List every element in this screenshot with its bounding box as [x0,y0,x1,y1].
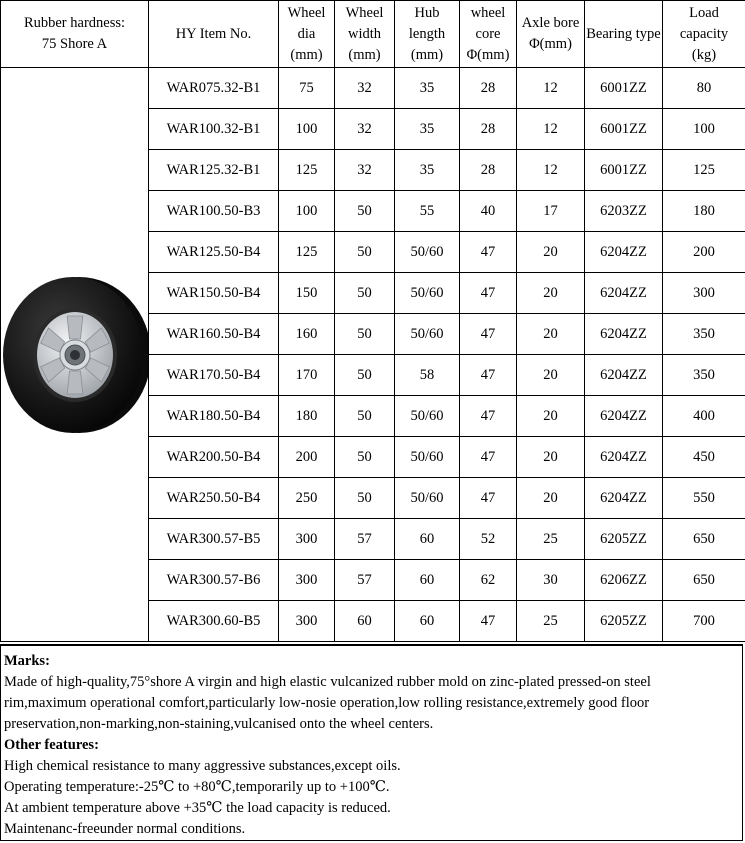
header-text: (mm) [410,46,444,63]
marks-line: Made of high-quality,75°shore A virgin and high elastic vulcanized rubber mold on zinc-plated pressed-on steel [4,674,651,690]
axle-bore-cell: 12 [517,109,585,150]
load-capacity-cell: 650 [663,519,745,560]
bearing-type-cell: 6001ZZ [585,68,663,109]
bearing-type-header [585,1,663,68]
bearing-type-cell: 6205ZZ [585,601,663,642]
load-capacity-cell: 125 [663,150,745,191]
notes-section [0,644,743,841]
load-capacity-cell: 650 [663,560,745,601]
bearing-type-cell: 6204ZZ [585,355,663,396]
wheel-dia-header [279,1,335,68]
item-no-cell: WAR100.32-B1 [149,109,279,150]
load-capacity-cell: 550 [663,478,745,519]
axle-bore-cell: 20 [517,232,585,273]
wheel-width-cell: 32 [335,150,395,191]
hardness-line-2: 75 Shore A [41,36,108,52]
wheel-dia-cell: 300 [279,519,335,560]
axle-bore-cell: 12 [517,150,585,191]
hub-length-cell: 35 [395,109,460,150]
axle-bore-cell: 20 [517,478,585,519]
wheel-dia-cell: 125 [279,232,335,273]
wheel-dia-cell: 160 [279,314,335,355]
item-no-cell: WAR160.50-B4 [149,314,279,355]
wheel-width-cell: 50 [335,478,395,519]
wheel-image [1,190,148,520]
header-text: Hub [414,4,440,21]
wheel-core-cell: 47 [460,273,517,314]
wheel-core-cell: 47 [460,232,517,273]
item-no-cell: WAR125.50-B4 [149,232,279,273]
wheel-dia-cell: 300 [279,560,335,601]
rubber-wheel-icon [1,255,148,455]
features-line: Operating temperature:-25℃ to +80℃,temporarily up to +100℃. [4,779,390,795]
load-capacity-cell: 350 [663,314,745,355]
item-no-cell: WAR150.50-B4 [149,273,279,314]
hub-length-cell: 58 [395,355,460,396]
wheel-image-cell [1,68,149,642]
features-line: Maintenanc-freeunder normal conditions. [4,821,246,837]
marks-title: Marks: [4,653,50,669]
header-text: length [408,25,446,42]
axle-bore-cell: 12 [517,68,585,109]
header-text: (kg) [691,46,717,63]
wheel-width-cell: 50 [335,314,395,355]
wheel-core-cell: 28 [460,150,517,191]
axle-bore-cell: 20 [517,396,585,437]
bearing-type-cell: 6001ZZ [585,150,663,191]
hub-length-header [395,1,460,68]
bearing-type-cell: 6204ZZ [585,232,663,273]
marks-line: preservation,non-marking,non-staining,vulcanised onto the wheel centers. [4,716,434,732]
wheel-width-cell: 50 [335,191,395,232]
header-text: Wheel [287,4,326,21]
hub-length-cell: 60 [395,519,460,560]
header-text: (mm) [348,46,381,63]
features-line: High chemical resistance to many aggressive substances,except oils. [4,758,401,774]
header-text: Axle bore [521,15,580,31]
header-text: Load [689,4,719,21]
wheel-dia-cell: 170 [279,355,335,396]
wheel-core-cell: 52 [460,519,517,560]
load-capacity-cell: 450 [663,437,745,478]
features-title: Other features: [4,737,99,753]
wheel-core-header [460,1,517,68]
wheel-core-cell: 62 [460,560,517,601]
wheel-core-cell: 47 [460,437,517,478]
axle-bore-cell: 20 [517,273,585,314]
wheel-width-cell: 32 [335,68,395,109]
header-text: dia [297,25,316,42]
bearing-type-cell: 6204ZZ [585,437,663,478]
wheel-core-cell: 47 [460,314,517,355]
load-capacity-cell: 350 [663,355,745,396]
wheel-width-cell: 32 [335,109,395,150]
header-text: Wheel [345,4,384,21]
load-capacity-cell: 200 [663,232,745,273]
wheel-width-cell: 60 [335,601,395,642]
load-capacity-cell: 100 [663,109,745,150]
header-text: wheel [470,4,506,21]
hub-length-cell: 35 [395,150,460,191]
wheel-core-cell: 47 [460,355,517,396]
wheel-dia-cell: 200 [279,437,335,478]
header-row [1,1,745,68]
item-no-cell: WAR100.50-B3 [149,191,279,232]
item-no-cell: WAR170.50-B4 [149,355,279,396]
hardness-line-1: Rubber hardness: [23,15,126,31]
axle-bore-header [517,1,585,68]
hub-length-cell: 55 [395,191,460,232]
axle-bore-cell: 20 [517,437,585,478]
hub-length-cell: 60 [395,560,460,601]
hub-length-cell: 50/60 [395,437,460,478]
header-text: capacity [679,25,729,42]
bearing-type-cell: 6204ZZ [585,314,663,355]
wheel-core-cell: 47 [460,396,517,437]
rim-spoke [67,370,83,393]
header-text: Φ(mm) [529,36,572,52]
header-text: core [475,25,501,42]
wheel-core-cell: 40 [460,191,517,232]
item-no-cell: WAR250.50-B4 [149,478,279,519]
header-text: Φ(mm) [466,46,510,63]
bearing-type-cell: 6205ZZ [585,519,663,560]
hub-length-cell: 60 [395,601,460,642]
header-text: Bearing type [586,25,661,42]
hub-length-cell: 50/60 [395,232,460,273]
load-capacity-cell: 700 [663,601,745,642]
axle-bore-cell: 30 [517,560,585,601]
hub-length-cell: 50/60 [395,478,460,519]
wheel-width-cell: 50 [335,437,395,478]
axle-bore-cell: 20 [517,314,585,355]
hub-length-cell: 50/60 [395,396,460,437]
bearing-type-cell: 6203ZZ [585,191,663,232]
hub-length-cell: 50/60 [395,273,460,314]
marks-line: rim,maximum operational comfort,particularly low-nosie operation,low rolling resistance,extremely good floor [4,695,650,711]
item-no-cell: WAR075.32-B1 [149,68,279,109]
bearing-type-cell: 6206ZZ [585,560,663,601]
wheel-width-cell: 50 [335,396,395,437]
axle-bore-cell: 17 [517,191,585,232]
load-capacity-cell: 400 [663,396,745,437]
wheel-dia-cell: 300 [279,601,335,642]
item-no-cell: WAR300.57-B5 [149,519,279,560]
wheel-dia-cell: 250 [279,478,335,519]
hub-length-cell: 35 [395,68,460,109]
bearing-type-cell: 6204ZZ [585,273,663,314]
header-text: HY Item No. [175,25,252,42]
bearing-type-cell: 6204ZZ [585,478,663,519]
rim-spoke [67,315,83,338]
spec-table-body [1,68,745,642]
header-text: (mm) [290,46,323,63]
load-capacity-cell: 80 [663,68,745,109]
wheel-dia-cell: 75 [279,68,335,109]
header-text: width [347,25,382,42]
wheel-width-cell: 57 [335,519,395,560]
load-capacity-cell: 300 [663,273,745,314]
bearing-type-cell: 6001ZZ [585,109,663,150]
features-line: At ambient temperature above +35℃ the load capacity is reduced. [4,800,391,816]
wheel-dia-cell: 150 [279,273,335,314]
item-no-cell: WAR180.50-B4 [149,396,279,437]
axle-bore-cell: 25 [517,519,585,560]
wheel-dia-cell: 180 [279,396,335,437]
bearing-type-cell: 6204ZZ [585,396,663,437]
item-no-cell: WAR200.50-B4 [149,437,279,478]
load-capacity-header [663,1,745,68]
wheel-width-cell: 50 [335,355,395,396]
load-capacity-cell: 180 [663,191,745,232]
wheel-width-cell: 50 [335,232,395,273]
wheel-core-cell: 47 [460,601,517,642]
axle-bore-cell: 20 [517,355,585,396]
wheel-core-cell: 28 [460,109,517,150]
hub-length-cell: 50/60 [395,314,460,355]
wheel-width-header [335,1,395,68]
wheel-width-cell: 57 [335,560,395,601]
wheel-dia-cell: 100 [279,109,335,150]
wheel-dia-cell: 100 [279,191,335,232]
table-row [1,68,745,109]
wheel-core-cell: 28 [460,68,517,109]
item-no-cell: WAR300.60-B5 [149,601,279,642]
wheel-width-cell: 50 [335,273,395,314]
item-no-cell: WAR300.57-B6 [149,560,279,601]
wheel-core-cell: 47 [460,478,517,519]
rubber-hardness-header [1,1,149,68]
axle-bore-cell: 25 [517,601,585,642]
item-no-cell: WAR125.32-B1 [149,150,279,191]
wheel-dia-cell: 125 [279,150,335,191]
item-no-header [149,1,279,68]
